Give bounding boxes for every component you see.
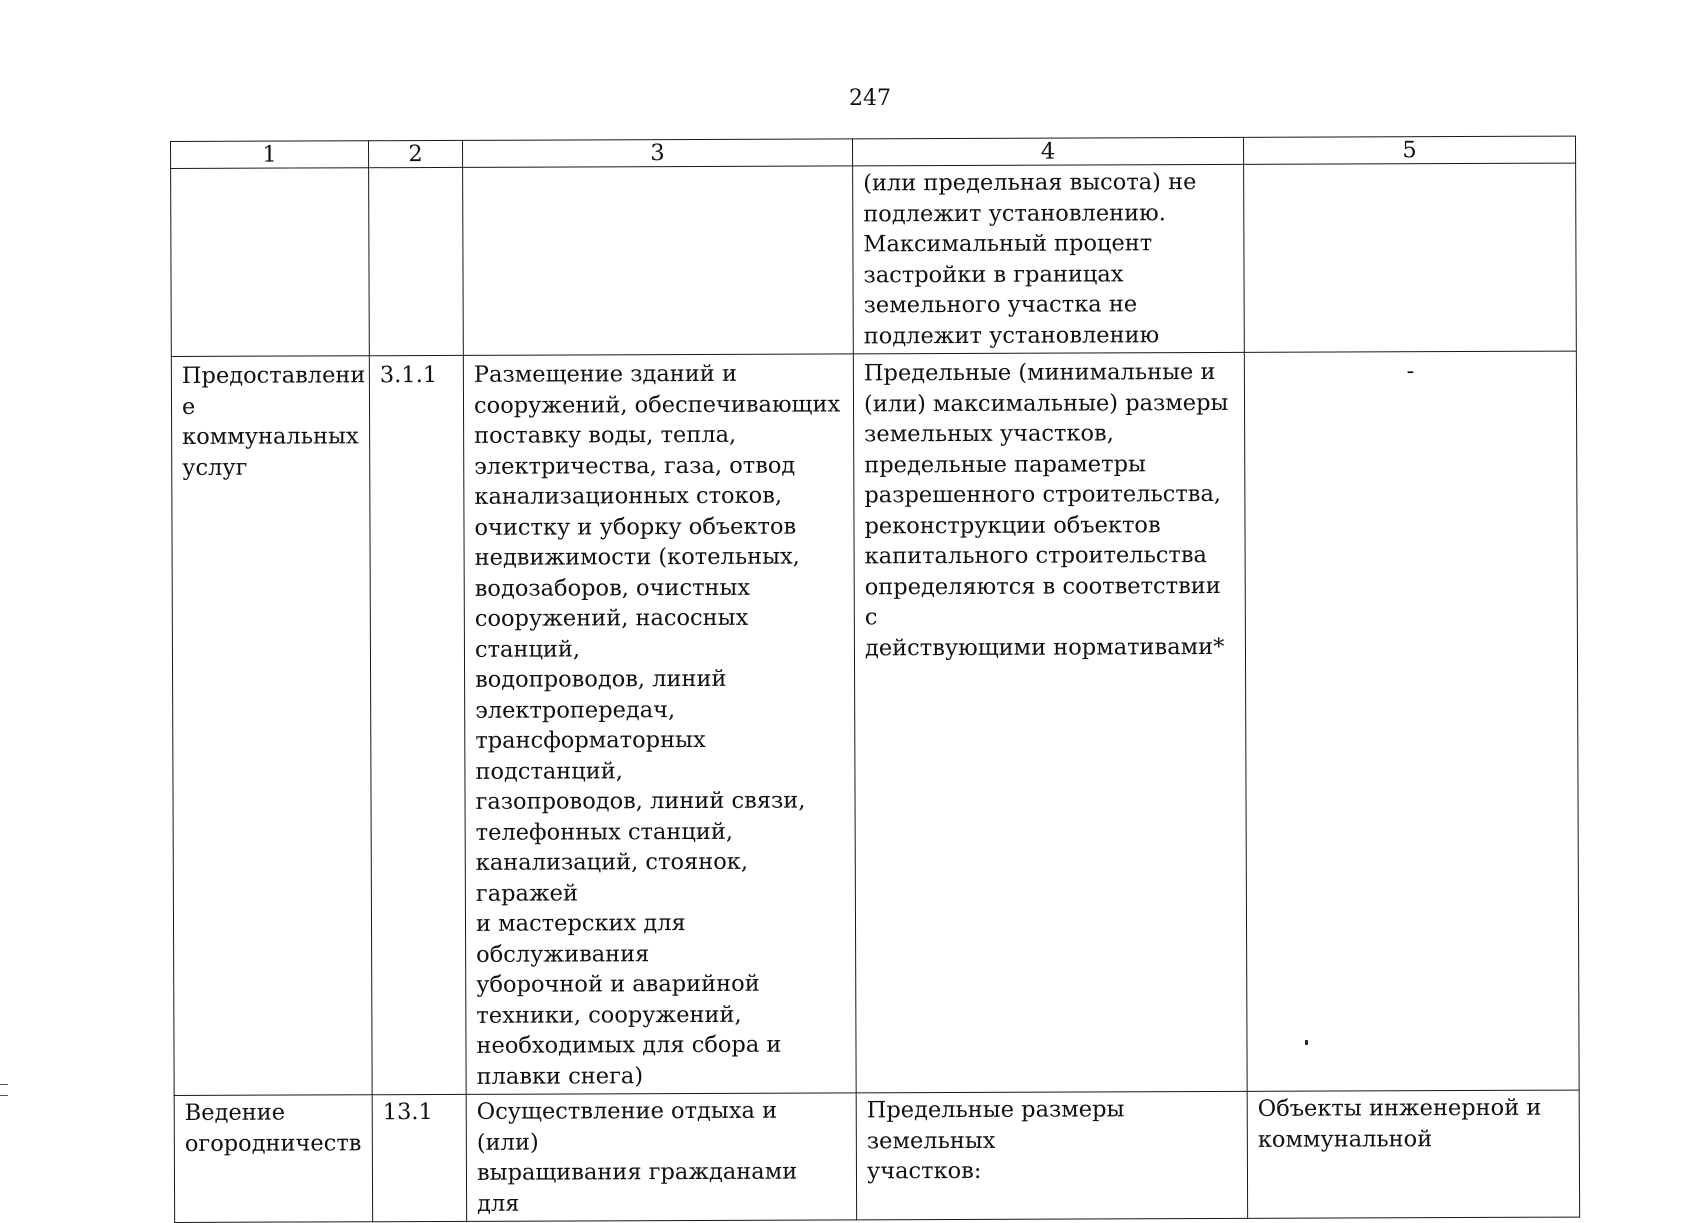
scan-margin-mark <box>0 1084 8 1096</box>
scan-speck <box>1305 1040 1308 1045</box>
header-col-1: 1 <box>171 141 369 169</box>
cell-name: Предоставлени е коммунальных услуг <box>171 356 372 1096</box>
cell-note: - <box>1244 351 1579 1091</box>
cell-name: Ведение огородничеств <box>174 1095 372 1223</box>
cell-parameters: Предельные размеры земельных участков: <box>856 1091 1247 1220</box>
page-number: 247 <box>849 86 891 111</box>
cell-parameters: (или предельная высота) не подлежит установлению. Максимальный процент застройки в границах земельного участка не подлежит установлению <box>853 164 1245 353</box>
cell-code: 13.1 <box>372 1094 466 1221</box>
table-row <box>174 1090 1579 1222</box>
cell-name <box>171 168 370 357</box>
header-col-4: 4 <box>852 137 1243 166</box>
cell-code: 3.1.1 <box>369 355 466 1094</box>
header-col-3: 3 <box>462 139 852 167</box>
cell-description <box>463 166 854 355</box>
cell-code <box>369 167 464 355</box>
land-use-table <box>170 136 1580 1223</box>
cell-description: Осуществление отдыха и (или) выращивания гражданами для <box>466 1093 856 1221</box>
table-row <box>171 163 1577 356</box>
header-col-5: 5 <box>1243 136 1575 164</box>
header-col-2: 2 <box>369 140 463 167</box>
cell-note <box>1244 163 1577 352</box>
cell-parameters: Предельные (минимальные и (или) максимальные) размеры земельных участков, предельные параметры разрешенного строительства, реконструкции объектов капитального строительства определяются в соответствии с действующими нормативами* <box>853 352 1247 1092</box>
cell-note: Объекты инженерной и коммунальной <box>1247 1090 1579 1218</box>
cell-description: Размещение зданий и сооружений, обеспечивающих поставку воды, тепла, электричества, газа, отвод канализационных стоков, очистку и уборку объектов недвижимости (котельных, водозаборов, очистных сооружений, насосных станций, водопроводов, линий электропередач, трансформаторных подстанций, газопроводов, линий связи, телефонных станций, канализаций, стоянок, гаражей и мастерских для обслуживания уборочной и аварийной техники, сооружений, необходимых для сбора и плавки снега) <box>463 354 856 1094</box>
table-row <box>171 351 1579 1095</box>
